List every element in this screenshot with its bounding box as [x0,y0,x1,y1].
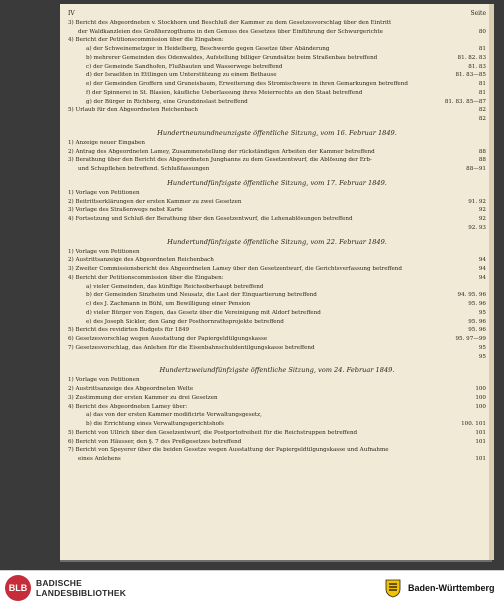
partner-name[interactable]: Baden-Württemberg [408,583,495,593]
page-ref [482,19,486,28]
toc-entry-text: e) des Joseph Sickler, den Gang der Posthornrathsprojekte betreffend [86,318,284,325]
toc-line [68,403,486,412]
toc-entry-text: e) der Gemeinden Groffern und Gruneisbaum, Erweiterung des Stromischwere in ihren Gemarkungen betreffend [86,81,408,87]
toc-entry-text: 1) Anzeige neuer Eingaben [68,139,146,146]
page-ref: 100 [475,403,486,410]
toc-line [68,71,486,80]
toc-entry-text: 3) Berathung über den Bericht des Abgeordneten Junghanns zu dem Gesetzentwurf, die Ablösung der Erb- [68,157,372,164]
toc-line [68,19,486,28]
toc-line [68,36,486,45]
page-ref [482,376,486,385]
toc-line [68,106,486,115]
toc-line [68,318,486,327]
toc-line [68,198,486,207]
page-ref: 94. 95. 96 [457,292,486,299]
page-ref: 81. 83 [468,63,486,70]
page-column-header: Seite [470,10,486,17]
page-ref: 82 [478,116,486,122]
toc-entry-text: c) des J. Zachmann in Bühl, um Bewilligung einer Pension [86,301,251,307]
toc-line [68,344,486,353]
page-ref: 81 [478,89,486,96]
page-ref: 94 [478,274,486,281]
toc-line [68,256,486,265]
library-name-line1: BADISCHE [36,578,82,588]
page-ref [482,446,486,455]
toc-line [68,80,486,89]
scanned-page [60,4,492,560]
page-ref: 92 [478,207,486,214]
toc-entry-text: der Waldkanzleien des Großherzogthums in den Genuss des Gesetzes über Einführung der Schwurgerichte [78,28,383,35]
page-ref: 100 [475,386,486,392]
toc-line [68,446,486,455]
page-ref: 95. 96 [468,318,486,325]
toc-line [68,224,486,233]
toc-entry-text: a) der Schweinemetzger in Heidelberg, Beschwerde gegen Gesetze über Abänderung [86,46,330,52]
toc-entry-text: 4) Bericht der Petitionscommission über die Eingaben: [68,37,224,44]
page-ref: 95. 96 [468,301,486,307]
library-name[interactable] [36,578,126,598]
page-ref: 81. 83—85 [455,72,486,79]
page-ref: 92. 93 [468,224,486,231]
page-ref: 100 [475,394,486,401]
toc-entry-text: d) der Israeliten in Ettlingen um Unterstützung zu einem Bethause [86,72,277,79]
page-number: IV [68,10,75,17]
page-ref: 94 [478,257,486,264]
page-ref: 81 [478,81,486,87]
toc-line [68,148,486,157]
page-ref: 95 [478,353,486,360]
toc-line [68,438,486,447]
session-heading: Hundertneunundneunzigste öffentliche Sitzung, vom 16. Februar 1849. [157,128,397,137]
page-ref: 88—91 [466,166,486,172]
toc-entry-text: 4) Bericht der Petitionscommission über die Eingaben: [68,274,224,281]
page-ref [482,248,486,257]
toc-entry-text: eines Anlehens [78,456,121,462]
toc-line [68,165,486,174]
page-ref: 95. 96 [468,327,486,334]
toc-line [68,248,486,257]
toc-entry-text: 7) Gesetzesvorschlag, das Anlehen für die Eisenbahnschuldentilgungskasse betreffend [68,344,315,351]
page-ref: 100. 101 [461,421,486,427]
toc-line [68,54,486,63]
page-ref: 101 [475,456,486,462]
toc-entry-text: 2) Austrittsanzeige des Abgeordneten Welte [68,386,194,392]
toc-line [68,309,486,318]
blb-logo-icon[interactable]: BLB [5,575,31,601]
toc-line [68,28,486,37]
page-ref: 80 [478,28,486,35]
state-crest-icon [382,577,404,599]
toc-line [68,283,486,292]
session-heading: Hundertundfünfzigste öffentliche Sitzung, vom 22. Februar 1849. [167,237,387,246]
toc-entry-text: 7) Bericht von Speyerer über die beiden Gesetze wegen Ausstattung der Papiergeldtilgungskasse und Aufnahme [68,447,389,454]
page-header [68,10,486,19]
toc-line [68,394,486,403]
toc-line [68,291,486,300]
page-ref: 81. 83. 85—87 [444,98,486,105]
toc-entry-text: 2) Austrittsanzeige des Abgeordneten Reichenbach [68,257,214,264]
toc-entry-text: g) der Bürger in Richberg, eine Grundzinslast betreffend [86,98,248,105]
session-heading: Hundertundfünfzigste öffentliche Sitzung, vom 17. Februar 1849. [167,178,387,187]
toc-entry-text: 1) Vorlage von Petitionen [68,189,140,196]
page-edge [489,4,494,560]
page-ref: 82 [478,107,486,114]
toc-entry-text: 6) Gesetzesvorschlag wegen Ausstattung der Papiergeldtilgungskasse [68,336,268,342]
toc-line [68,189,486,198]
toc-entry-text: 3) Zustimmung der ersten Kammer zu drei Gesetzen [68,394,218,401]
toc-entry-text: b) die Errichtung eines Verwaltungsgerichtshofs [86,421,224,427]
toc-entry-text: 6) Bericht von Häusser, den §. 7 des Preßgesetzes betreffend [68,438,242,445]
toc-entry-text: 3) Zweiter Commissionsbericht des Abgeordneten Lamey über den Gesetzentwurf, die Gerichtsverfassung betreffend [68,266,402,272]
page-ref [482,283,486,292]
toc-entry-text: 2) Beitrittserklärungen der ersten Kammer zu zwei Gesetzen [68,198,242,205]
session-heading: Hundertzweiundfünfzigste öffentliche Sitzung, vom 24. Februar 1849. [159,366,395,375]
toc-entry-text: 4) Bericht des Abgeordneten Lamey über: [68,403,188,410]
toc-line [68,89,486,98]
toc-line [68,156,486,165]
toc-line [68,274,486,283]
page-ref [482,36,486,45]
toc-entry-text: b) der Gemeinden Sinzheim und Neusatz, die Last der Einquartierung betreffend [86,292,317,299]
page-ref: 101 [475,429,486,436]
toc-entry-text: a) das von der ersten Kammer modificirte Verwaltungsgesetz, [86,412,262,419]
toc-entry-text: und Schupflehen betreffend. Schlußfassungen [78,166,210,172]
toc-entry-text: 3) Vorlage des Straßenwegs nebst Karte [68,207,183,214]
toc-line [68,139,486,148]
toc-line [68,63,486,72]
page-ref: 101 [475,438,486,445]
toc-entry-text: 1) Vorlage von Petitionen [68,377,140,384]
toc-line [68,45,486,54]
page-ref: 95 [478,344,486,351]
footer-bar [0,570,504,605]
toc-line [68,206,486,215]
toc-line [68,98,486,107]
page-ref: 95. 97—99 [455,336,486,342]
library-name-line2: LANDESBIBLIOTHEK [36,588,127,598]
toc-entry-text: d) vieler Bürger von Engen, das Gesetz über die Vereinigung mit Aldorf betreffend [86,309,321,316]
toc-line [68,376,486,385]
toc-entry-text: 5) Bericht des revidirten Budgets für 1849 [68,327,190,334]
page-ref [482,189,486,198]
page-ref [482,411,486,420]
toc-line [68,411,486,420]
toc-line [68,429,486,438]
toc-line [68,353,486,362]
page-ref: 91. 92 [468,198,486,205]
toc-entry-text: 5) Urlaub für den Abgeordneten Reichenbach [68,107,198,114]
page-ref: 88 [478,148,486,155]
toc-line [68,215,486,224]
page-ref: 94 [478,266,486,272]
toc-line [68,326,486,335]
toc-entry-text: a) vieler Gemeinden, das künftige Reichsoberhaupt betreffend [86,283,264,290]
toc-entry-text: 5) Bericht von Ullrich über den Gesetzentwurf, die Postportofreiheit für die Reichstruppen betreffend [68,429,358,436]
toc-entry-text: f) der Spinnerei in St. Blasien, käufliche Ueberlassung ihres Meierrechts an den Staat betreffend [86,89,363,96]
page-ref: 95 [478,309,486,316]
page-ref [482,139,486,148]
toc-entry-text: c) der Gemeinde Sandhofen, Flußbauten und Wasserwege betreffend [86,63,283,70]
toc-entry-text: b) mehrerer Gemeinden des Odenwaldes, Aufstellung billiger Grundsätze beim Straßenbau betreffend [86,54,378,61]
page-ref: 88 [478,157,486,164]
page-ref: 81. 82. 83 [457,54,486,61]
page-text [68,10,486,464]
toc-line [68,300,486,309]
toc-line [68,265,486,274]
toc-entry-text: 4) Fortsetzung und Schluß der Berathung über den Gesetzentwurf, die Lehenablösungen betreffend [68,216,353,222]
toc-entry-text: 3) Bericht des Abgeordneten v. Stockhorn und Beschluß der Kammer zu dem Gesetzesvorschlag über den Eintritt [68,19,392,26]
toc-line [68,385,486,394]
toc-line [68,335,486,344]
toc-line [68,420,486,429]
toc-line [68,455,486,464]
toc-entry-text: 2) Antrag des Abgeordneten Lamey, Zusammenstellung der rückständigen Arbeiten der Kammer betreffend [68,148,375,155]
page-ref: 92 [478,216,486,222]
toc-entry-text: 1) Vorlage von Petitionen [68,248,140,255]
page-ref: 81 [478,46,486,52]
toc-line [68,115,486,124]
